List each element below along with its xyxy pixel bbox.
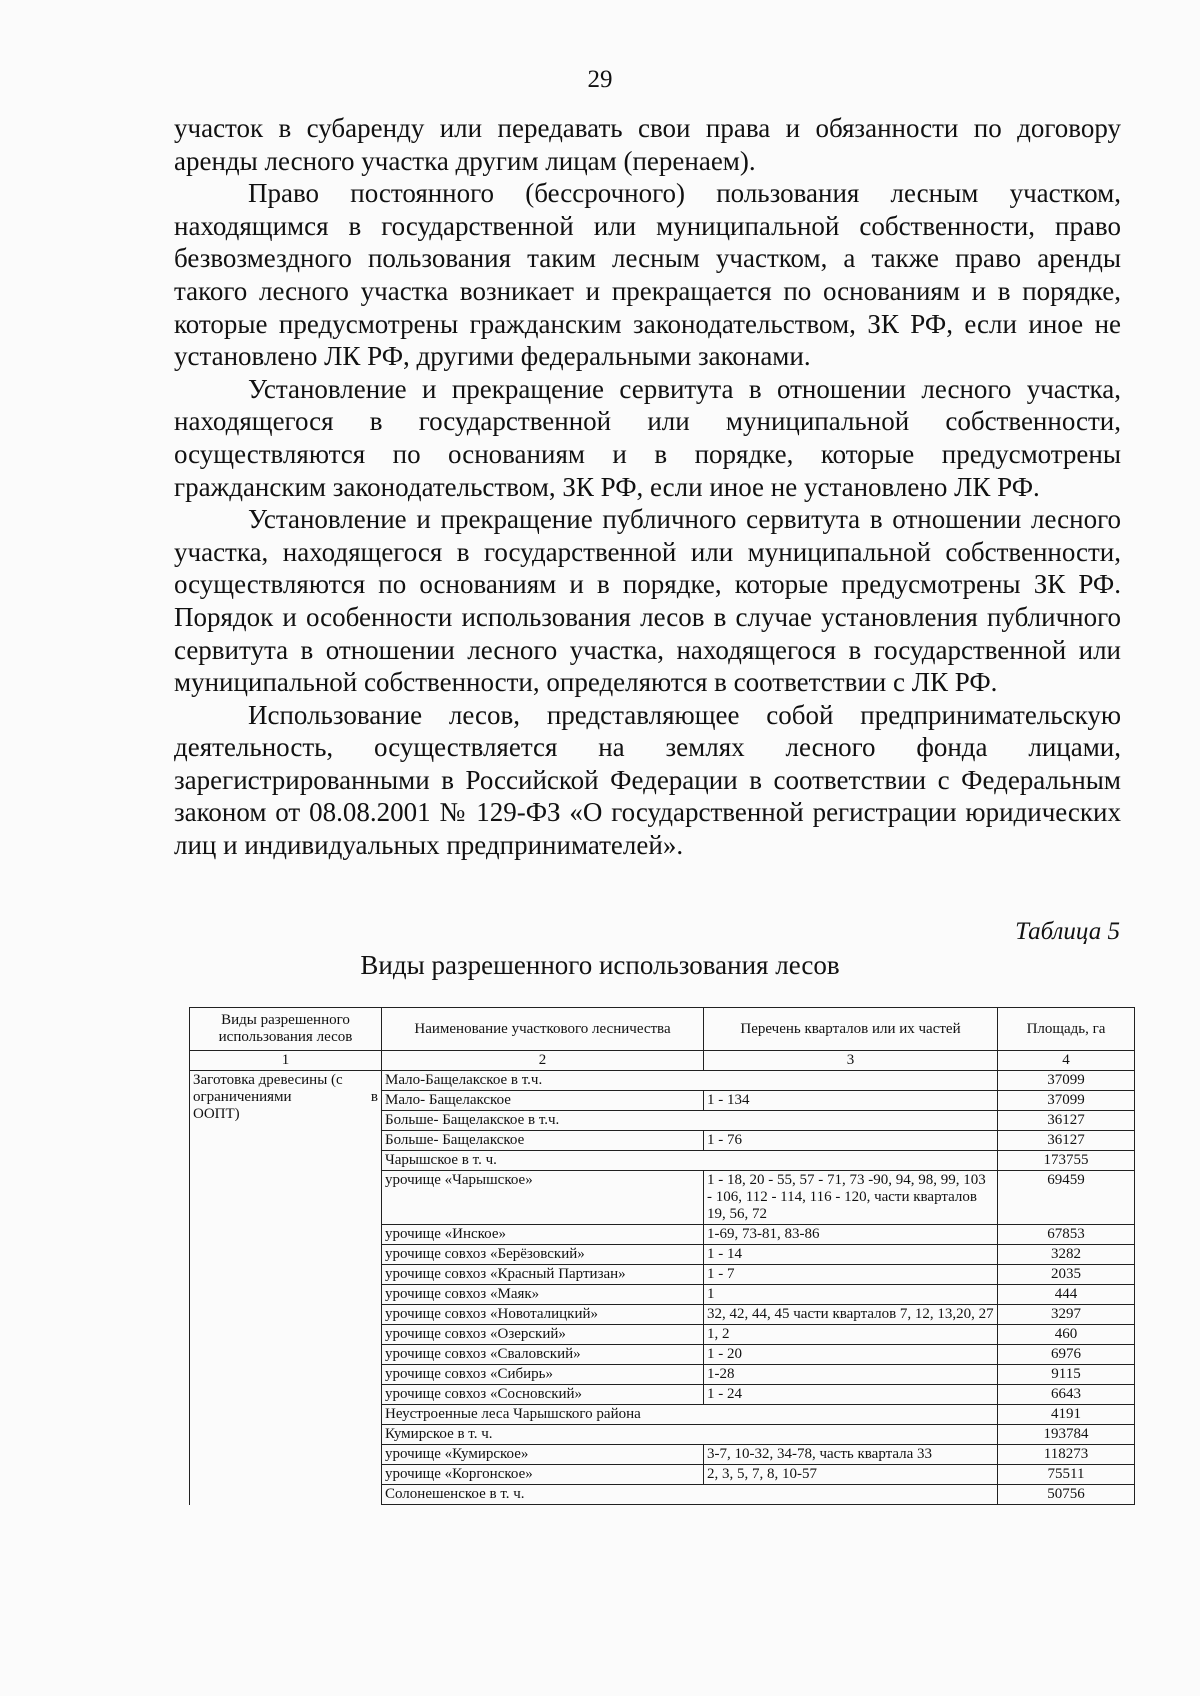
table-row <box>190 1071 1135 1091</box>
column-number: 3 <box>704 1051 998 1071</box>
forestry-name-cell: Неустроенные леса Чарышского района <box>382 1405 998 1425</box>
column-header: Наименование участкового лесничества <box>382 1008 704 1051</box>
column-number: 2 <box>382 1051 704 1071</box>
column-number: 4 <box>998 1051 1135 1071</box>
use-type-text: ООПТ) <box>193 1106 240 1122</box>
forestry-name-cell: урочище совхоз «Маяк» <box>382 1285 704 1305</box>
column-header: Перечень кварталов или их частей <box>704 1008 998 1051</box>
area-cell: 3282 <box>998 1245 1135 1265</box>
quarters-cell: 1 - 14 <box>704 1245 998 1265</box>
forestry-name-cell: Мало-Бащелакское в т.ч. <box>382 1071 998 1091</box>
quarters-cell: 1 - 134 <box>704 1091 998 1111</box>
quarters-cell: 1 - 24 <box>704 1385 998 1405</box>
use-type-cell <box>190 1071 382 1505</box>
body-text <box>174 112 1121 862</box>
forestry-name-cell: урочище «Инское» <box>382 1225 704 1245</box>
page-number: 29 <box>587 66 613 93</box>
area-cell: 118273 <box>998 1445 1135 1465</box>
area-cell: 50756 <box>998 1485 1135 1505</box>
use-type-text: в <box>370 1089 378 1105</box>
forestry-name-cell: Солонешенское в т. ч. <box>382 1485 998 1505</box>
forestry-name-cell: урочище совхоз «Сибирь» <box>382 1365 704 1385</box>
column-header: Площадь, га <box>998 1008 1135 1051</box>
quarters-cell: 1-28 <box>704 1365 998 1385</box>
quarters-cell: 3-7, 10-32, 34-78, часть квартала 33 <box>704 1445 998 1465</box>
forestry-name-cell: урочище «Чарышское» <box>382 1171 704 1225</box>
column-number-row <box>190 1051 1135 1071</box>
quarters-cell: 1 - 76 <box>704 1131 998 1151</box>
forestry-name-cell: урочище совхоз «Озерский» <box>382 1325 704 1345</box>
forestry-name-cell: Кумирское в т. ч. <box>382 1425 998 1445</box>
quarters-cell: 1 - 7 <box>704 1265 998 1285</box>
forestry-name-cell: урочище «Кумирское» <box>382 1445 704 1465</box>
quarters-cell: 1, 2 <box>704 1325 998 1345</box>
column-number: 1 <box>190 1051 382 1071</box>
quarters-cell: 1 - 20 <box>704 1345 998 1365</box>
forestry-name-cell: Мало- Бащелакское <box>382 1091 704 1111</box>
forestry-name-cell: урочище совхоз «Сосновский» <box>382 1385 704 1405</box>
forestry-name-cell: Больше- Бащелакское в т.ч. <box>382 1111 998 1131</box>
area-cell: 6643 <box>998 1385 1135 1405</box>
area-cell: 36127 <box>998 1111 1135 1131</box>
quarters-cell: 1 <box>704 1285 998 1305</box>
forestry-name-cell: урочище «Коргонское» <box>382 1465 704 1485</box>
paragraph: Установление и прекращение сервитута в отношении лесного участка, находящегося в государственной или муниципальной собственности, осуществляются по основаниям и в порядке, которые предусмотрены гражданским законодательством, ЗК РФ, если иное не установлено ЛК РФ. <box>174 373 1121 502</box>
area-cell: 444 <box>998 1285 1135 1305</box>
area-cell: 4191 <box>998 1405 1135 1425</box>
quarters-cell: 2, 3, 5, 7, 8, 10-57 <box>704 1465 998 1485</box>
forestry-name-cell: урочище совхоз «Красный Партизан» <box>382 1265 704 1285</box>
area-cell: 69459 <box>998 1171 1135 1225</box>
area-cell: 37099 <box>998 1071 1135 1091</box>
forestry-name-cell: урочище совхоз «Новоталицкий» <box>382 1305 704 1325</box>
paragraph: участок в субаренду или передавать свои права и обязанности по договору аренды лесного участка другим лицам (перенаем). <box>174 113 1121 176</box>
paragraph: Право постоянного (бессрочного) пользования лесным участком, находящимся в государственной или муниципальной собственности, право безвозмездного пользования таким лесным участком, а также право аренды такого лесного участка возникает и прекращается по основаниям и в порядке, которые предусмотрены гражданским законодательством, ЗК РФ, если иное не установлено ЛК РФ, другими федеральными законами. <box>174 178 1121 372</box>
area-cell: 173755 <box>998 1151 1135 1171</box>
area-cell: 9115 <box>998 1365 1135 1385</box>
forestry-name-cell: Больше- Бащелакское <box>382 1131 704 1151</box>
forestry-name-cell: урочище совхоз «Сваловский» <box>382 1345 704 1365</box>
area-cell: 2035 <box>998 1265 1135 1285</box>
use-type-text: Заготовка древесины (с ограничениями <box>193 1072 343 1105</box>
forestry-name-cell: Чарышское в т. ч. <box>382 1151 998 1171</box>
area-cell: 67853 <box>998 1225 1135 1245</box>
paragraph: Использование лесов, представляющее собой предпринимательскую деятельность, осуществляется на землях лесного фонда лицами, зарегистрированными в Российской Федерации в соответствии с Федеральным законом от 08.08.2001 № 129-ФЗ «О государственной регистрации юридических лиц и индивидуальных предпринимателей». <box>174 699 1121 861</box>
forestry-name-cell: урочище совхоз «Берёзовский» <box>382 1245 704 1265</box>
quarters-cell: 1-69, 73-81, 83-86 <box>704 1225 998 1245</box>
table-title: Виды разрешенного использования лесов <box>360 950 840 980</box>
table-header-row <box>190 1008 1135 1051</box>
area-cell: 37099 <box>998 1091 1135 1111</box>
area-cell: 460 <box>998 1325 1135 1345</box>
column-header: Виды разрешенного использования лесов <box>190 1008 382 1051</box>
quarters-cell: 32, 42, 44, 45 части кварталов 7, 12, 13,20, 27 <box>704 1305 998 1325</box>
area-cell: 75511 <box>998 1465 1135 1485</box>
forest-use-table <box>189 1007 1135 1505</box>
area-cell: 36127 <box>998 1131 1135 1151</box>
quarters-cell: 1 - 18, 20 - 55, 57 - 71, 73 -90, 94, 98, 99, 103 - 106, 112 - 114, 116 - 120, части кварталов 19, 56, 72 <box>704 1171 998 1225</box>
area-cell: 6976 <box>998 1345 1135 1365</box>
area-cell: 193784 <box>998 1425 1135 1445</box>
paragraph: Установление и прекращение публичного сервитута в отношении лесного участка, находящегося в государственной или муниципальной собственности, осуществляются по основаниям и в порядке, которые предусмотрены ЗК РФ. Порядок и особенности использования лесов в случае установления публичного сервитута в отношении лесного участка, находящегося в государственной или муниципальной собственности, определяются в соответствии с ЛК РФ. <box>174 504 1121 698</box>
area-cell: 3297 <box>998 1305 1135 1325</box>
table-caption: Таблица 5 <box>1015 918 1120 945</box>
